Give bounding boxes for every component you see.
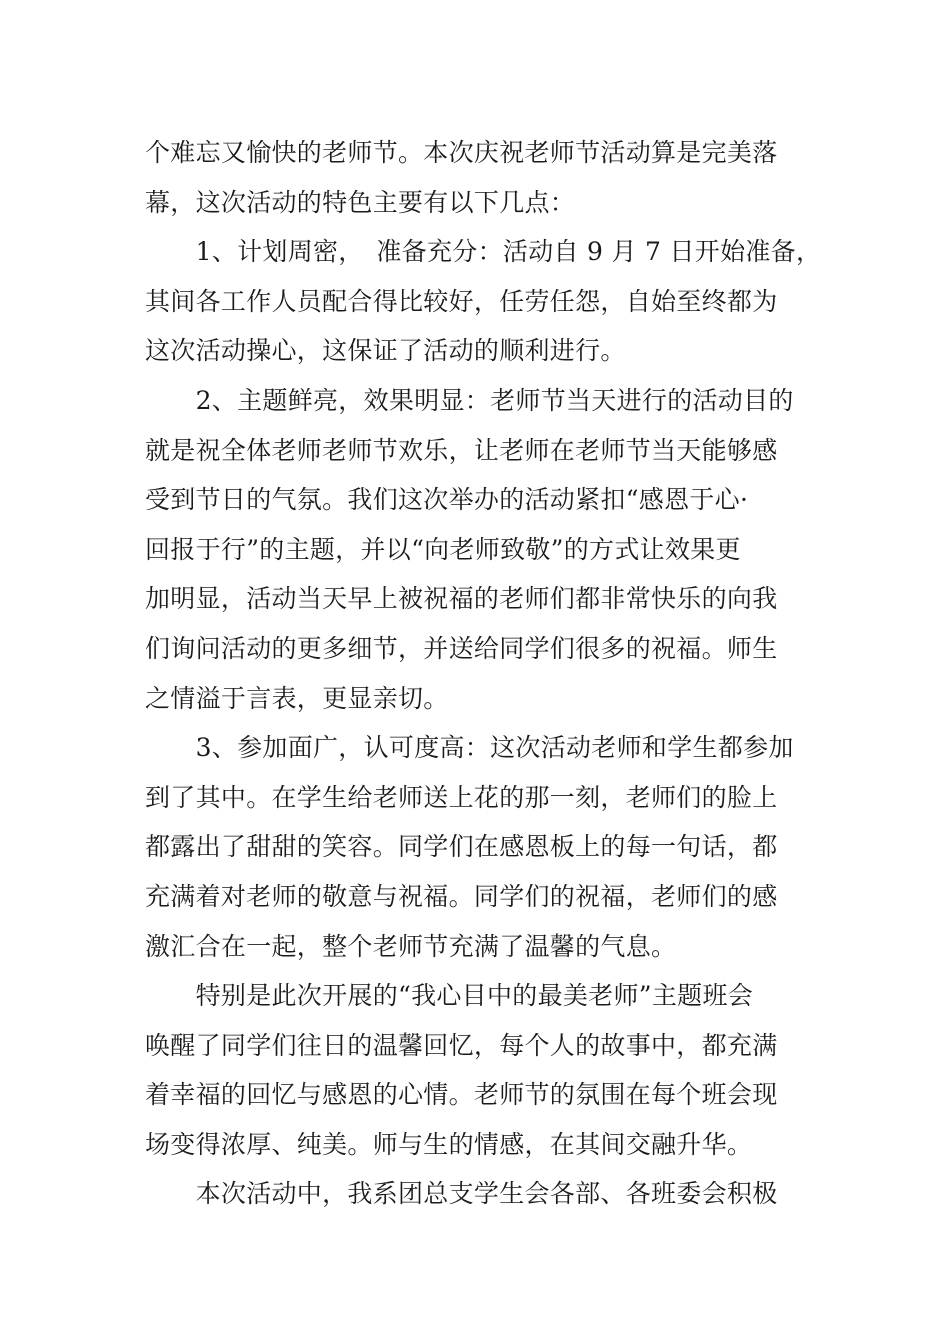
text-line: 场变得浓厚、纯美。师与生的情感，在其间交融升华。 bbox=[145, 1129, 753, 1159]
text-line: 着幸福的回忆与感恩的心情。老师节的氛围在每个班会现 bbox=[145, 1080, 778, 1110]
text-line: 加明显，活动当天早上被祝福的老师们都非常快乐的向我 bbox=[145, 584, 778, 614]
text-line: 都露出了甜甜的笑容。同学们在感恩板上的每一句话，都 bbox=[145, 832, 778, 862]
text-line: 们询问活动的更多细节，并送给同学们很多的祝福。师生 bbox=[145, 633, 778, 663]
document-body bbox=[145, 128, 822, 1219]
text-line: 2、主题鲜亮，效果明显：老师节当天进行的活动目的 bbox=[145, 385, 794, 415]
text-line: 1、计划周密， 准备充分：活动自 9 月 7 日开始准备， bbox=[145, 237, 822, 267]
text-line: 就是祝全体老师老师节欢乐，让老师在老师节当天能够感 bbox=[145, 435, 778, 465]
text-line: 本次活动中，我系团总支学生会各部、各班委会积极 bbox=[145, 1179, 778, 1209]
text-line: 幕，这次活动的特色主要有以下几点： bbox=[145, 187, 576, 217]
text-line: 之情溢于言表，更显亲切。 bbox=[145, 683, 449, 713]
text-line: 这次活动操心，这保证了活动的顺利进行。 bbox=[145, 336, 626, 366]
text-line: 唤醒了同学们往日的温馨回忆，每个人的故事中，都充满 bbox=[145, 1030, 778, 1060]
text-line: 回报于行”的主题，并以“向老师致敬”的方式让效果更 bbox=[145, 534, 741, 564]
text-line: 特别是此次开展的“我心目中的最美老师”主题班会 bbox=[145, 981, 754, 1011]
text-line: 激汇合在一起，整个老师节充满了温馨的气息。 bbox=[145, 931, 677, 961]
text-line: 个难忘又愉快的老师节。本次庆祝老师节活动算是完美落 bbox=[145, 138, 778, 167]
text-line: 受到节日的气氛。我们这次举办的活动紧扣“感恩于心· bbox=[145, 485, 749, 515]
text-line: 充满着对老师的敬意与祝福。同学们的祝福，老师们的感 bbox=[145, 881, 778, 911]
text-line: 到了其中。在学生给老师送上花的那一刻，老师们的脸上 bbox=[145, 782, 778, 812]
text-line: 3、参加面广，认可度高：这次活动老师和学生都参加 bbox=[145, 733, 794, 763]
text-line: 其间各工作人员配合得比较好，任劳任怨，自始至终都为 bbox=[145, 286, 778, 316]
